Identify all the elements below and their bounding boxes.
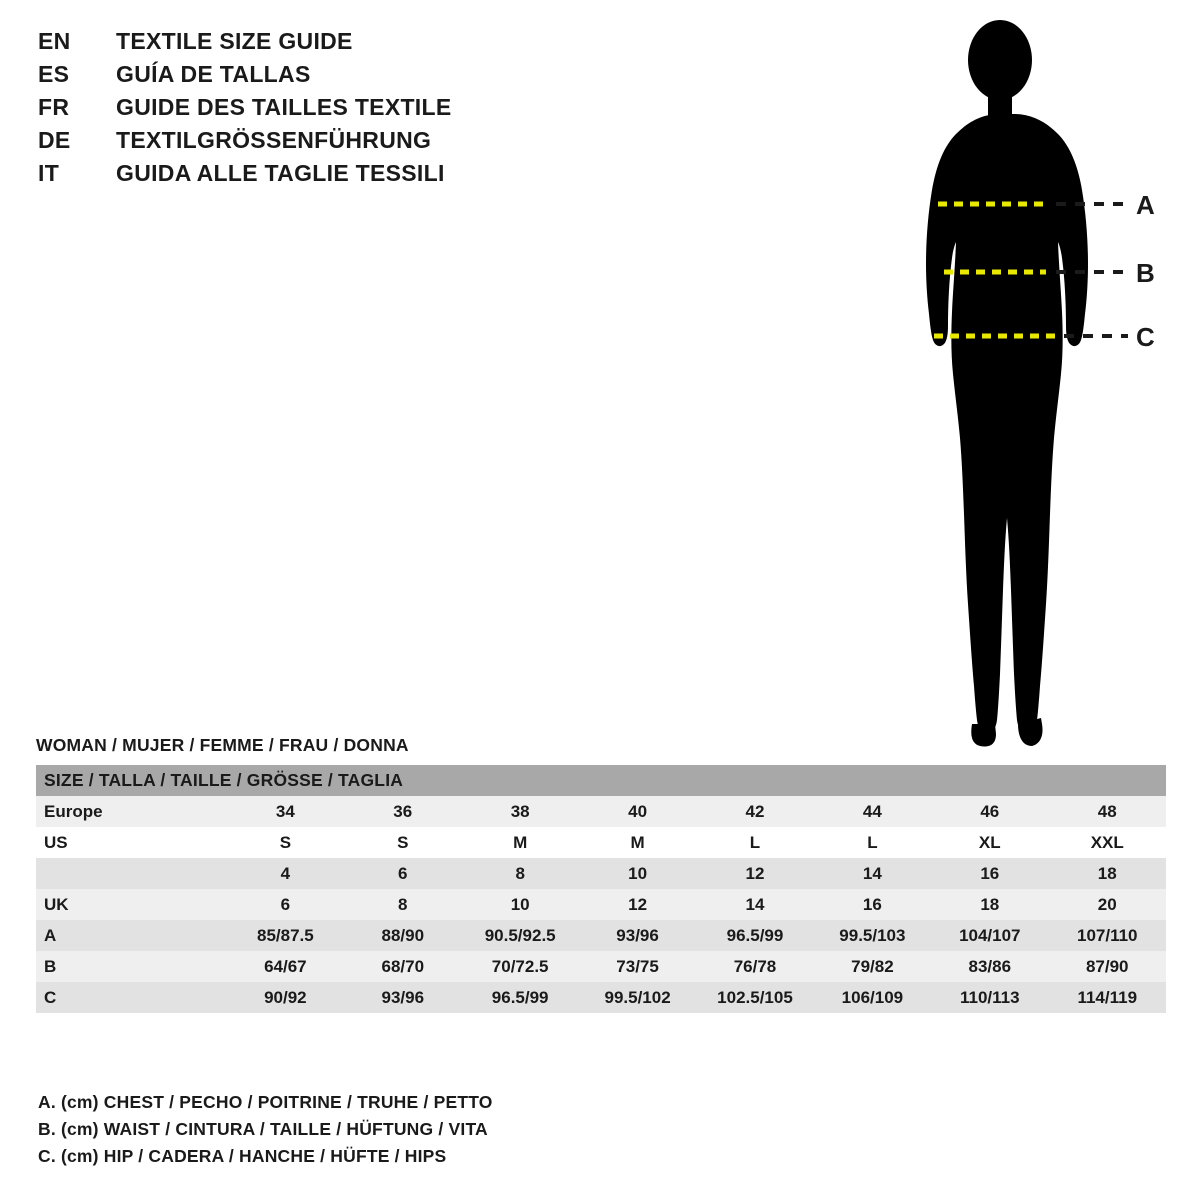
title-language-code: FR	[38, 94, 70, 120]
silhouette-shape	[926, 20, 1088, 747]
table-cell: 70/72.5	[461, 951, 578, 982]
table-cell: L	[814, 827, 931, 858]
table-cell: 4	[227, 858, 344, 889]
table-cell: 6	[227, 889, 344, 920]
title-row	[38, 127, 558, 160]
title-row	[38, 160, 558, 193]
table-row	[36, 982, 1166, 1013]
table-cell: 68/70	[344, 951, 461, 982]
row-label: US	[36, 827, 227, 858]
marker-label-a: A	[1136, 190, 1155, 220]
table-cell: 88/90	[344, 920, 461, 951]
table-cell: 12	[579, 889, 696, 920]
table-cell: 14	[814, 858, 931, 889]
table-cell: 14	[696, 889, 813, 920]
table-cell: 38	[461, 796, 578, 827]
table-cell: 8	[461, 858, 578, 889]
table-cell: 36	[344, 796, 461, 827]
title-language-code: EN	[38, 28, 71, 54]
title-text: GUIDA ALLE TAGLIE TESSILI	[116, 160, 445, 186]
row-label: B	[36, 951, 227, 982]
table-cell: 99.5/102	[579, 982, 696, 1013]
table-cell: 96.5/99	[461, 982, 578, 1013]
marker-label-c: C	[1136, 322, 1155, 352]
table-cell: 8	[344, 889, 461, 920]
table-cell: 73/75	[579, 951, 696, 982]
table-cell: 104/107	[931, 920, 1048, 951]
table-cell: 16	[931, 858, 1048, 889]
table-cell: 79/82	[814, 951, 931, 982]
table-cell: M	[461, 827, 578, 858]
female-body-figure	[860, 18, 1190, 758]
title-text: TEXTILGRÖSSENFÜHRUNG	[116, 127, 432, 153]
table-row	[36, 920, 1166, 951]
table-cell: 85/87.5	[227, 920, 344, 951]
table-cell: XL	[931, 827, 1048, 858]
table-row	[36, 858, 1166, 889]
title-row	[38, 28, 558, 61]
table-cell: 90/92	[227, 982, 344, 1013]
title-row	[38, 94, 558, 127]
row-label	[36, 858, 227, 889]
table-cell: 114/119	[1049, 982, 1167, 1013]
title-text: GUÍA DE TALLAS	[116, 61, 311, 87]
legend-line-c: C. (cm) HIP / CADERA / HANCHE / HÜFTE / HIPS	[38, 1146, 447, 1166]
row-label: UK	[36, 889, 227, 920]
table-cell: 93/96	[344, 982, 461, 1013]
table-cell: 76/78	[696, 951, 813, 982]
table-cell: L	[696, 827, 813, 858]
title-language-code: ES	[38, 61, 70, 87]
row-label: A	[36, 920, 227, 951]
title-language-code: IT	[38, 160, 60, 186]
table-cell: 93/96	[579, 920, 696, 951]
table-cell: 83/86	[931, 951, 1048, 982]
title-row	[38, 61, 558, 94]
size-table-area	[36, 735, 1166, 1013]
legend-line-a: A. (cm) CHEST / PECHO / POITRINE / TRUHE / PETTO	[38, 1092, 493, 1112]
table-cell: 107/110	[1049, 920, 1167, 951]
table-cell: 20	[1049, 889, 1167, 920]
table-cell: 42	[696, 796, 813, 827]
table-cell: 87/90	[1049, 951, 1167, 982]
table-cell: M	[579, 827, 696, 858]
title-text: TEXTILE SIZE GUIDE	[116, 28, 353, 54]
table-row	[36, 889, 1166, 920]
table-cell: 90.5/92.5	[461, 920, 578, 951]
table-cell: 44	[814, 796, 931, 827]
table-cell: 18	[931, 889, 1048, 920]
table-row	[36, 951, 1166, 982]
table-cell: 6	[344, 858, 461, 889]
size-table	[36, 765, 1166, 1013]
table-cell: 34	[227, 796, 344, 827]
table-cell: 48	[1049, 796, 1167, 827]
table-cell: 18	[1049, 858, 1167, 889]
table-cell: 10	[461, 889, 578, 920]
table-cell: 96.5/99	[696, 920, 813, 951]
table-cell: 102.5/105	[696, 982, 813, 1013]
table-cell: 99.5/103	[814, 920, 931, 951]
title-text: GUIDE DES TAILLES TEXTILE	[116, 94, 452, 120]
table-cell: 110/113	[931, 982, 1048, 1013]
table-row	[36, 827, 1166, 858]
table-cell: 46	[931, 796, 1048, 827]
table-cell: 64/67	[227, 951, 344, 982]
group-label: WOMAN / MUJER / FEMME / FRAU / DONNA	[36, 735, 409, 755]
title-block	[38, 28, 558, 193]
table-cell: 106/109	[814, 982, 931, 1013]
table-cell: 16	[814, 889, 931, 920]
legend	[38, 1092, 738, 1173]
table-cell: XXL	[1049, 827, 1167, 858]
table-header-row	[36, 765, 1166, 796]
table-row	[36, 796, 1166, 827]
table-cell: S	[344, 827, 461, 858]
table-header-cell: SIZE / TALLA / TAILLE / GRÖSSE / TAGLIA	[36, 765, 1166, 796]
table-cell: S	[227, 827, 344, 858]
marker-label-b: B	[1136, 258, 1155, 288]
table-cell: 12	[696, 858, 813, 889]
table-cell: 10	[579, 858, 696, 889]
title-language-code: DE	[38, 127, 71, 153]
table-cell: 40	[579, 796, 696, 827]
row-label: C	[36, 982, 227, 1013]
row-label: Europe	[36, 796, 227, 827]
legend-line-b: B. (cm) WAIST / CINTURA / TAILLE / HÜFTUNG / VITA	[38, 1119, 488, 1139]
